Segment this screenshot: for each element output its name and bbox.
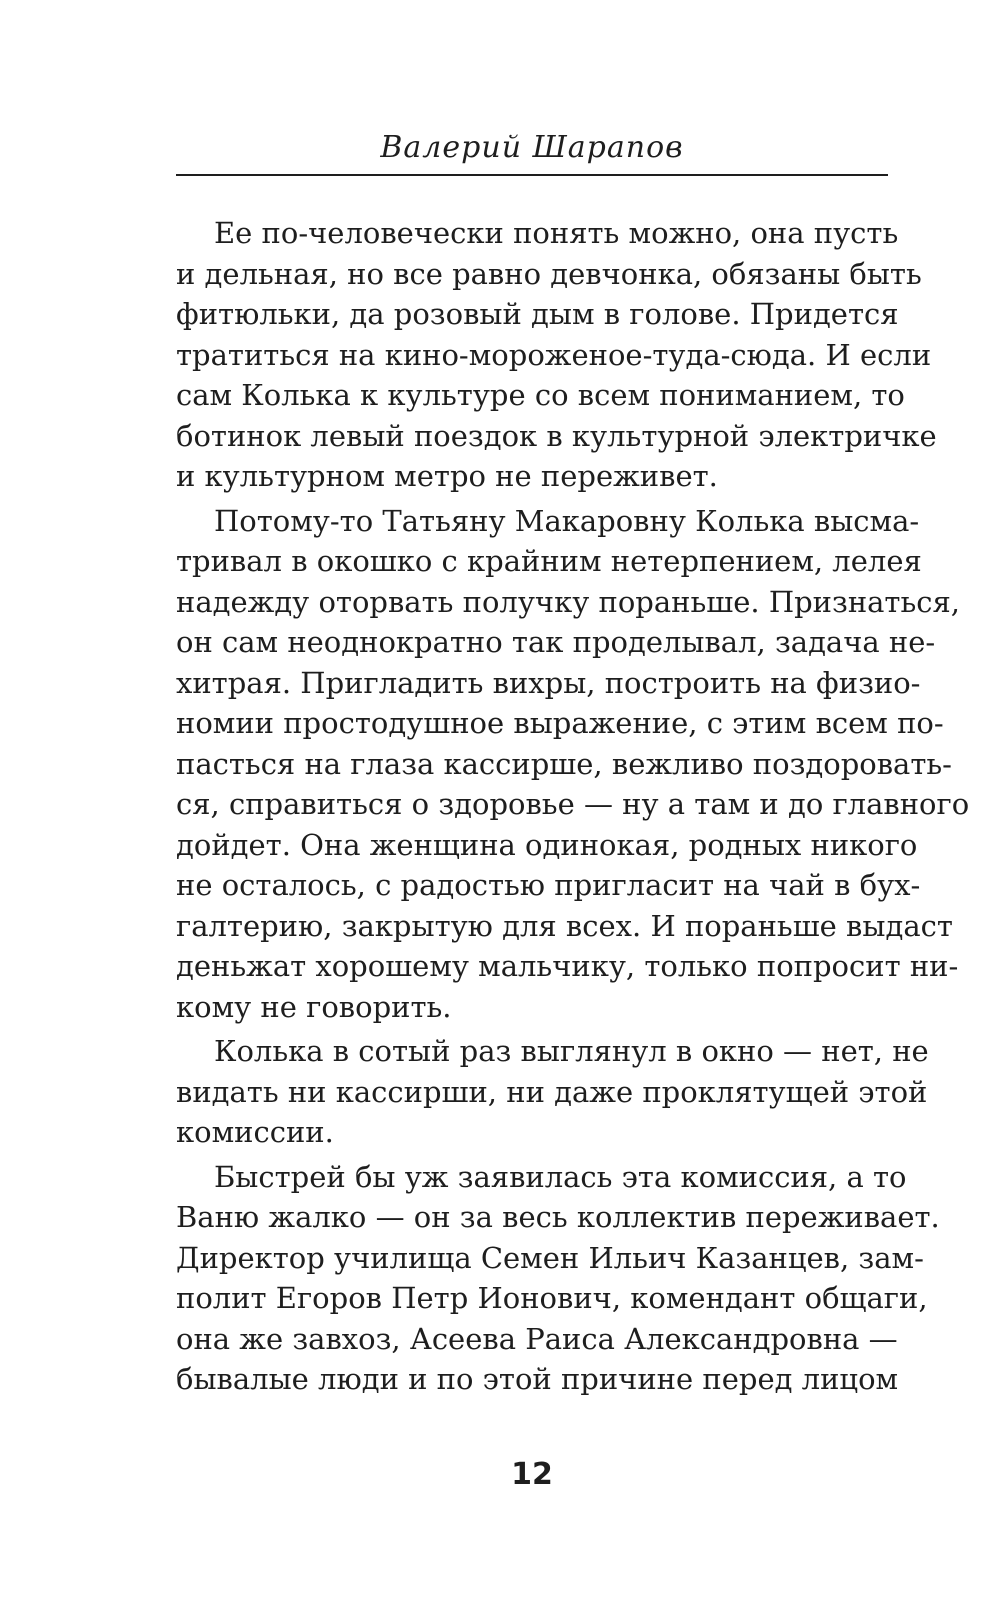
- text-line: Ваню жалко — он за весь коллектив переживает.: [176, 1200, 940, 1234]
- text-line: и дельная, но все равно девчонка, обязаны быть: [176, 256, 922, 291]
- text-line: деньжат хорошему мальчику, только попросит ни-: [176, 949, 959, 983]
- text-line: он сам неоднократно так проделывал, задача не-: [176, 625, 936, 659]
- text-line: Ее по-человечески понять можно, она пусть: [214, 216, 899, 250]
- paragraph-2: [176, 501, 970, 1028]
- text-line: Директор училища Семен Ильич Казанцев, зам-: [176, 1240, 924, 1275]
- body-text: [176, 213, 970, 1404]
- text-line: комиссии.: [176, 1115, 334, 1149]
- text-line: полит Егоров Петр Ионович, комендант общаги,: [176, 1281, 928, 1315]
- text-line: видать ни кассирши, ни даже проклятущей этой: [176, 1074, 928, 1109]
- text-line: фитюльки, да розовый дым в голове. Придется: [176, 297, 899, 331]
- text-line: не осталось, с радостью пригласит на чай в бух-: [176, 868, 921, 902]
- text-line: ботинок левый поездок в культурной электричке: [176, 418, 937, 453]
- text-line: номии простодушное выражение, с этим всем по-: [176, 706, 944, 740]
- text-line: хитрая. Пригладить вихры, построить на физио-: [176, 665, 921, 700]
- text-line: и культурном метро не переживет.: [176, 459, 718, 493]
- running-head-author: Валерий Шарапов: [380, 130, 684, 165]
- text-line: тривал в окошко с крайним нетерпением, лелея: [176, 544, 922, 578]
- text-line: тратиться на кино-мороженое-туда-сюда. И если: [176, 337, 932, 372]
- text-line: пасться на глаза кассирше, вежливо поздоровать-: [176, 746, 952, 781]
- text-line: Потому-то Татьяну Макаровну Колька высма-: [214, 503, 920, 538]
- text-line: Быстрей бы уж заявилась эта комиссия, а то: [214, 1159, 907, 1194]
- text-line: сам Колька к культуре со всем пониманием, то: [176, 378, 905, 412]
- text-line: дойдет. Она женщина одинокая, родных никого: [176, 827, 918, 862]
- paragraph-3: [176, 1031, 929, 1153]
- text-line: бывалые люди и по этой причине перед лицом: [176, 1362, 899, 1396]
- text-line: Колька в сотый раз выглянул в окно — нет, не: [214, 1034, 929, 1068]
- text-line: она же завхоз, Асеева Раиса Александровна —: [176, 1321, 898, 1356]
- paragraph-1: [176, 213, 937, 497]
- paragraph-4: [176, 1157, 940, 1400]
- text-line: ся, справиться о здоровье — ну а там и до главного: [176, 787, 970, 821]
- text-line: галтерию, закрытую для всех. И пораньше выдаст: [176, 908, 953, 943]
- page-number: 12: [511, 1457, 553, 1492]
- text-line: надежду оторвать получку пораньше. Признаться,: [176, 584, 961, 619]
- text-line: кому не говорить.: [176, 989, 452, 1024]
- header-rule: [176, 174, 888, 176]
